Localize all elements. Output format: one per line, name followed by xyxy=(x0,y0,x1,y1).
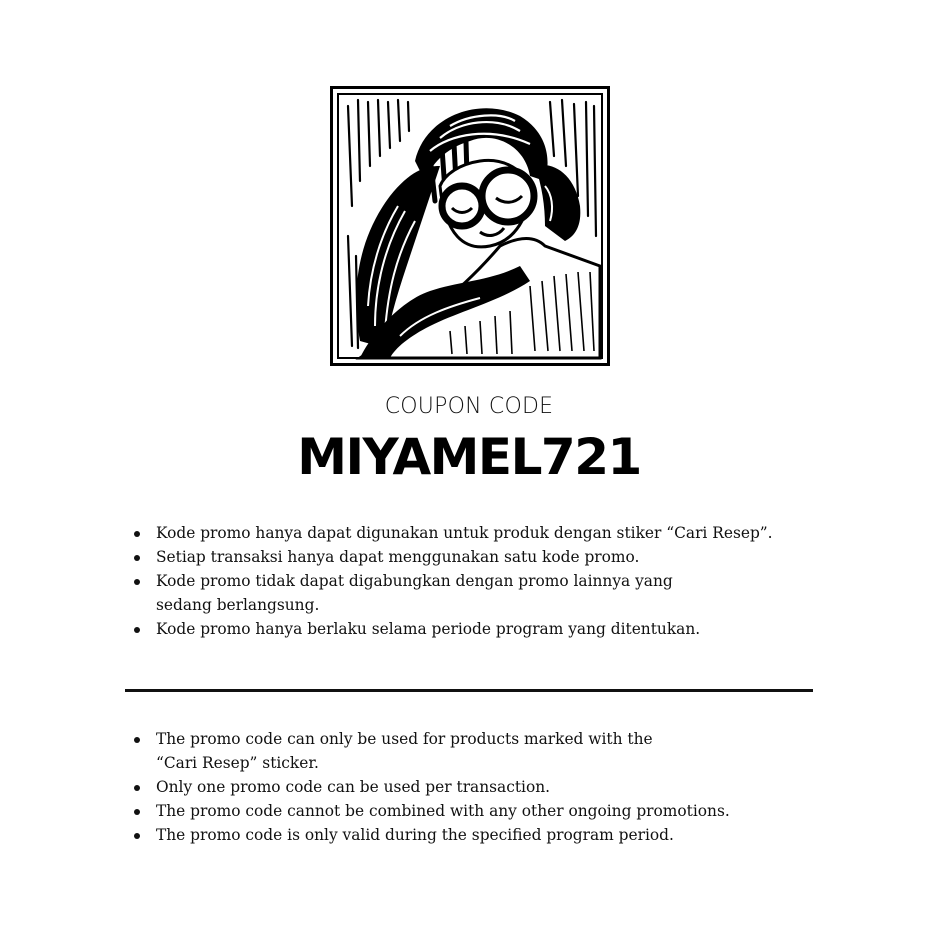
list-item xyxy=(130,727,820,775)
woodcut-portrait-illustration xyxy=(330,86,610,366)
section-divider xyxy=(125,689,813,692)
list-item-text: The promo code is only valid during the specified program period. xyxy=(156,826,674,844)
list-item-text: Only one promo code can be used per transaction. xyxy=(156,778,551,796)
list-item xyxy=(130,569,820,617)
terms-list-english xyxy=(130,727,820,847)
list-item-text-continued: “Cari Resep” sticker. xyxy=(156,754,319,772)
list-item-text: Kode promo hanya berlaku selama periode program yang ditentukan. xyxy=(156,620,701,638)
list-item xyxy=(130,545,820,569)
list-item-text-continued: sedang berlangsung. xyxy=(156,596,320,614)
list-item xyxy=(130,617,820,641)
list-item-text: Kode promo tidak dapat digabungkan dengan promo lainnya yang xyxy=(156,572,673,590)
list-item-text: The promo code cannot be combined with any other ongoing promotions. xyxy=(156,802,730,820)
list-item xyxy=(130,823,820,847)
coupon-code-value[interactable]: MIYAMEL721 xyxy=(297,428,641,486)
list-item-text: The promo code can only be used for products marked with the xyxy=(156,730,653,748)
list-item xyxy=(130,799,820,823)
coupon-code-label: COUPON CODE xyxy=(384,394,554,419)
list-item-text: Setiap transaksi hanya dapat menggunakan satu kode promo. xyxy=(156,548,640,566)
terms-list-indonesian xyxy=(130,521,820,641)
list-item xyxy=(130,775,820,799)
list-item xyxy=(130,521,820,545)
list-item-text: Kode promo hanya dapat digunakan untuk produk dengan stiker “Cari Resep”. xyxy=(156,524,773,542)
woodcut-woman-portrait-icon xyxy=(330,86,610,366)
